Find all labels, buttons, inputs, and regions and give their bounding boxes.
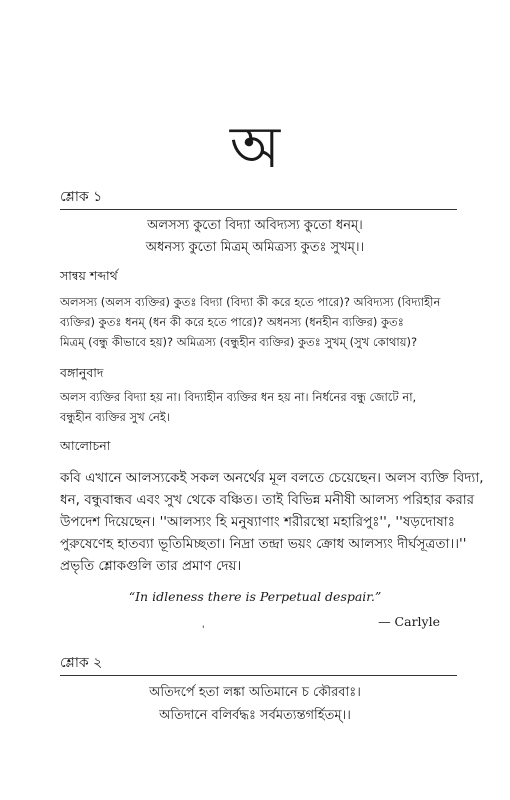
stray-mark: '	[202, 625, 205, 635]
quote-text: “In idleness there is Perpetual despair.”	[128, 589, 382, 604]
chapter-letter: অ	[229, 113, 281, 181]
saanvay-heading: সান্বয় শব্দার্থ	[60, 268, 118, 283]
saanvay-line: অলসস্য (অলস ব্যক্তির) কুতঃ বিদ্যা (বিদ্যা কী করে হতে পারে)? অবিদ্যস্য (বিদ্যাহীন	[60, 295, 441, 309]
banganubad-paragraph	[60, 387, 455, 427]
alochona-line: উপদেশ দিয়েছেন। ''আলস্যং হি মনুষ্যাণাং শরীরস্থো মহারিপুঃ'', ''ষড়দোষাঃ	[60, 514, 455, 530]
saanvay-paragraph	[60, 292, 455, 352]
banganubad-line: অলস ব্যক্তির বিদ্যা হয় না। বিদ্যাহীন ব্যক্তির ধন হয় না। নির্ধনের বন্ধু জোটে না,	[60, 390, 417, 404]
alochona-paragraph	[60, 467, 484, 577]
shloka-2-verse-line-1: অতিদর্পে হতা লঙ্কা অতিমানে চ কৌরবাঃ।	[149, 685, 361, 700]
quote-attribution: — Carlyle	[378, 614, 440, 629]
alochona-line: কবি এখানে আলস্যকেই সকল অনর্থের মূল বলতে চেয়েছেন। অলস ব্যক্তি বিদ্যা,	[60, 470, 484, 486]
alochona-heading: আলোচনা	[60, 438, 111, 453]
shloka-2-heading: শ্লোক ২	[60, 655, 103, 671]
alochona-line: পুরুষেণেহ হাতব্যা ভূতিমিচ্ছতা। নিদ্রা তন্দ্রা ভয়ং ক্রোধ আলস্যং দীর্ঘসূত্রতা।।''	[60, 536, 467, 552]
saanvay-line: ব্যক্তির) কুতঃ ধনম্‌ (ধন কী করে হতে পারে)? অধনস্য (ধনহীন ব্যক্তির) কুতঃ	[60, 315, 404, 329]
shloka-1-heading: শ্লোক ১	[60, 189, 103, 205]
alochona-line: প্রভৃতি শ্লোকগুলি তার প্রমাণ দেয়।	[60, 558, 242, 574]
banganubad-line: বন্ধুহীন ব্যক্তির সুখ নেই।	[60, 410, 170, 424]
section-divider	[60, 209, 457, 210]
banganubad-heading: বঙ্গানুবাদ	[60, 365, 104, 380]
section-divider	[60, 675, 457, 676]
shloka-1-verse-line-1: অলসস্য কুতো বিদ্যা অবিদ্যস্য কুতো ধনম্‌।	[147, 218, 363, 233]
saanvay-line: মিত্রম্‌ (বন্ধু কীভাবে হয়)? অমিত্রস্য (বন্ধুহীন ব্যক্তির) কুতঃ সুখম্‌ (সুখ কোথায়)?	[60, 335, 418, 349]
shloka-1-verse-line-2: অধনস্য কুতো মিত্রম্‌ অমিত্রস্য কুতঃ সুখম্‌।।	[145, 240, 365, 255]
shloka-2-verse-line-2: অতিদানে বলির্বদ্ধঃ সর্বমত্যন্তগর্হিতম্‌।।	[159, 708, 351, 723]
alochona-line: ধন, বন্ধুবান্ধব এবং সুখ থেকে বঞ্চিত। তাই বিভিন্ন মনীষী আলস্য পরিহার করার	[60, 492, 475, 508]
